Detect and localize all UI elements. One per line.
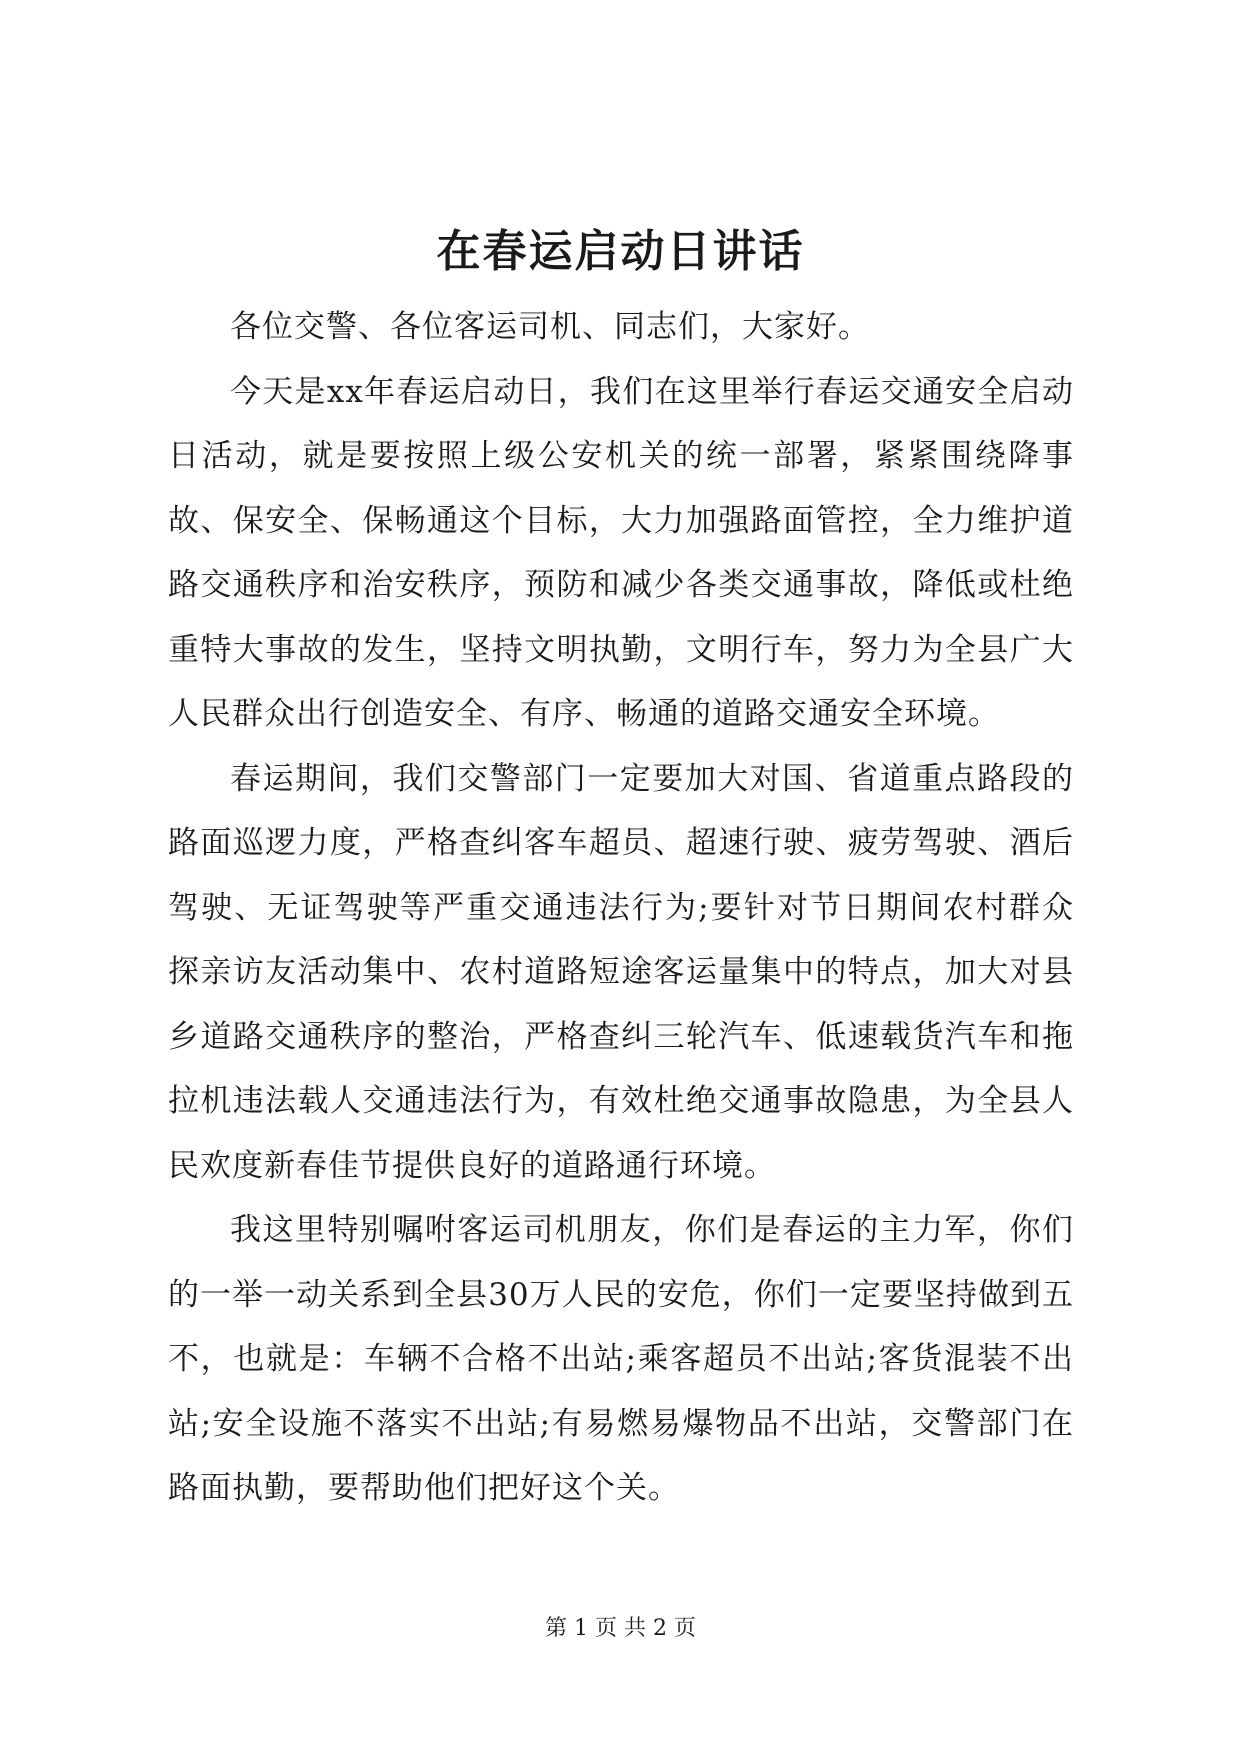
page-number-footer: 第 1 页 共 2 页: [545, 1616, 696, 1641]
paragraph-police-duties: 春运期间，我们交警部门一定要加大对国、省道重点路段的路面巡逻力度，严格查纠客车超员、超速行驶、疲劳驾驶、酒后驾驶、无证驾驶等严重交通违法行为;要针对节日期间农村群众探亲访友活动集中、农村道路短途客运量集中的特点，加大对县乡道路交通秩序的整治，严格查纠三轮汽车、低速载货汽车和拖拉机违法载人交通违法行为，有效杜绝交通事故隐患，为全县人民欢度新春佳节提供良好的道路通行环境。: [168, 760, 1074, 1184]
paragraph-greeting: 各位交警、各位客运司机、同志们，大家好。: [230, 309, 870, 345]
paragraph-opening: 今天是xx年春运启动日，我们在这里举行春运交通安全启动日活动，就是要按照上级公安机关的统一部署，紧紧围绕降事故、保安全、保畅通这个目标，大力加强路面管控，全力维护道路交通秩序和治安秩序，预防和减少各类交通事故，降低或杜绝重特大事故的发生，坚持文明执勤，文明行车，努力为全县广大人民群众出行创造安全、有序、畅通的道路交通安全环境。: [168, 373, 1074, 732]
paragraph-driver-instructions: 我这里特别嘱咐客运司机朋友，你们是春运的主力军，你们的一举一动关系到全县30万人民的安危，你们一定要坚持做到五不，也就是：车辆不合格不出站;乘客超员不出站;客货混装不出站;安全设施不落实不出站;有易燃易爆物品不出站，交警部门在路面执勤，要帮助他们把好这个关。: [168, 1212, 1074, 1506]
document-title: 在春运启动日讲话: [436, 226, 805, 277]
document-body: [168, 295, 1074, 1521]
